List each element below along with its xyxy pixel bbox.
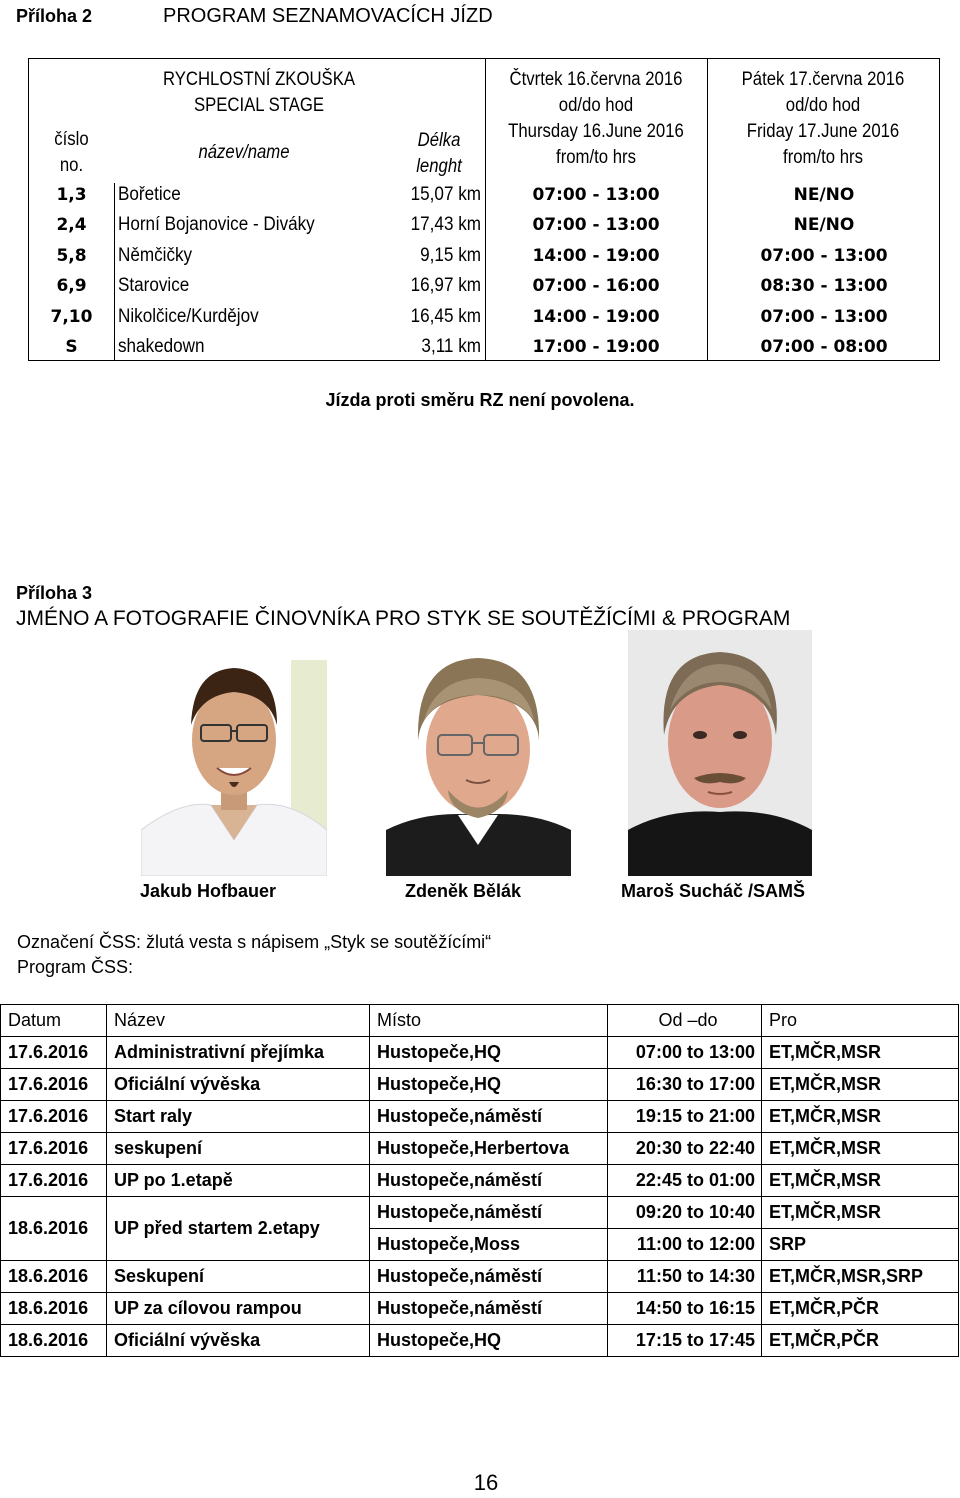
stage-name: Nikolčice/Kurdějov	[118, 306, 259, 327]
header-name: Název	[107, 1005, 370, 1037]
stage-friday-time: NE/NO	[793, 215, 855, 235]
row-place: Hustopeče,náměstí	[370, 1197, 608, 1229]
stage-length: 9,15 km	[420, 245, 481, 266]
stage-length: 16,45 km	[410, 306, 481, 327]
stage-no: 5,8	[56, 246, 87, 266]
header-for: Pro	[762, 1005, 959, 1037]
table-row	[1, 1261, 959, 1293]
appendix-3-label: Příloha 3	[16, 583, 93, 603]
stage-no: S	[65, 337, 78, 357]
row-time: 11:00 to 12:00	[608, 1229, 762, 1261]
table-row	[1, 1165, 959, 1197]
row-for: ET,MČR,MSR	[762, 1133, 959, 1165]
row-date: 17.6.2016	[1, 1101, 107, 1133]
row-date: 18.6.2016	[1, 1325, 107, 1357]
stage-friday-time: NE/NO	[793, 185, 855, 205]
row-date: 18.6.2016	[1, 1261, 107, 1293]
appendix-3-title: JMÉNO A FOTOGRAFIE ČINOVNÍKA PRO STYK SE SOUTĚŽÍCÍMI & PROGRAM	[16, 607, 791, 630]
row-name: Seskupení	[107, 1261, 370, 1293]
row-time: 07:00 to 13:00	[608, 1037, 762, 1069]
header-thursday-en: Thursday 16.June 2016	[508, 121, 684, 142]
header-no-en: no.	[59, 155, 84, 176]
row-for: ET,MČR,PČR	[762, 1325, 959, 1357]
header-length-en: lenght	[416, 156, 462, 177]
appendix-2-title: PROGRAM SEZNAMOVACÍCH JÍZD	[163, 5, 493, 27]
row-time: 20:30 to 22:40	[608, 1133, 762, 1165]
row-name: seskupení	[107, 1133, 370, 1165]
header-stage-cz: RYCHLOSTNÍ ZKOUŠKA	[162, 69, 356, 90]
stage-row	[29, 271, 939, 301]
row-for: ET,MČR,MSR	[762, 1165, 959, 1197]
table-row	[1, 1325, 959, 1357]
header-no-cz: číslo	[54, 129, 89, 150]
table-row	[1, 1293, 959, 1325]
row-time: 19:15 to 21:00	[608, 1101, 762, 1133]
official-photo	[141, 640, 327, 876]
table-row	[1, 1133, 959, 1165]
header-thursday-en-unit: from/to hrs	[556, 147, 636, 168]
official-name: Jakub Hofbauer	[140, 881, 277, 901]
row-for: ET,MČR,MSR	[762, 1037, 959, 1069]
row-name: UP po 1.etapě	[107, 1165, 370, 1197]
header-friday-en-unit: from/to hrs	[783, 147, 863, 168]
header-thursday-cz-unit: od/do hod	[558, 95, 634, 116]
row-name: UP za cílovou rampou	[107, 1293, 370, 1325]
stage-row	[29, 332, 939, 362]
stage-row	[29, 241, 939, 271]
stage-row	[29, 302, 939, 332]
row-place: Hustopeče,HQ	[370, 1037, 608, 1069]
row-place: Hustopeče,HQ	[370, 1069, 608, 1101]
row-name: Start raly	[107, 1101, 370, 1133]
stage-friday-time: 07:00 - 13:00	[760, 246, 888, 266]
row-date: 18.6.2016	[1, 1293, 107, 1325]
official-photo	[628, 630, 812, 876]
stage-name: Němčičky	[118, 245, 193, 266]
header-date: Datum	[1, 1005, 107, 1037]
row-place: Hustopeče,náměstí	[370, 1101, 608, 1133]
table-row	[1, 1197, 959, 1229]
stage-friday-time: 08:30 - 13:00	[760, 276, 888, 296]
stage-friday-time: 07:00 - 13:00	[760, 307, 888, 327]
stage-length: 16,97 km	[410, 275, 481, 296]
program-header-row	[1, 1005, 959, 1037]
stage-row	[29, 210, 939, 240]
row-place: Hustopeče,náměstí	[370, 1293, 608, 1325]
appendix-2-label: Příloha 2	[16, 6, 93, 26]
stage-no: 6,9	[56, 276, 87, 296]
row-place: Hustopeče,náměstí	[370, 1261, 608, 1293]
row-name: UP před startem 2.etapy	[107, 1197, 370, 1261]
official-photo	[386, 640, 571, 876]
stage-table	[28, 58, 940, 361]
stage-no: 7,10	[50, 307, 93, 327]
header-stage-en: SPECIAL STAGE	[193, 95, 325, 116]
stage-no: 2,4	[56, 215, 87, 235]
header-length-cz: Délka	[417, 130, 461, 151]
row-date: 17.6.2016	[1, 1037, 107, 1069]
row-place: Hustopeče,Moss	[370, 1229, 608, 1261]
stage-name: Starovice	[118, 275, 190, 296]
header-name: název/name	[198, 142, 290, 163]
table-row	[1, 1101, 959, 1133]
stage-thursday-time: 14:00 - 19:00	[532, 246, 660, 266]
program-label: Program ČSS:	[17, 957, 134, 977]
stage-thursday-time: 14:00 - 19:00	[532, 307, 660, 327]
row-name: Oficiální vývěska	[107, 1069, 370, 1101]
designation-text: Označení ČSS: žlutá vesta s nápisem „Styk se soutěžícími“	[17, 932, 492, 952]
header-time: Od –do	[608, 1005, 762, 1037]
stage-length: 3,11 km	[421, 336, 481, 357]
header-friday-cz: Pátek 17.června 2016	[741, 69, 905, 90]
row-date: 17.6.2016	[1, 1069, 107, 1101]
row-place: Hustopeče,Herbertova	[370, 1133, 608, 1165]
header-place: Místo	[370, 1005, 608, 1037]
header-thursday-cz: Čtvrtek 16.června 2016	[509, 69, 683, 90]
header-friday-en: Friday 17.June 2016	[746, 121, 900, 142]
no-reverse-driving-note: Jízda proti směru RZ není povolena.	[325, 390, 635, 410]
stage-thursday-time: 17:00 - 19:00	[532, 337, 660, 357]
stage-thursday-time: 07:00 - 16:00	[532, 276, 660, 296]
stage-length: 15,07 km	[410, 184, 481, 205]
row-date: 18.6.2016	[1, 1197, 107, 1261]
header-friday-cz-unit: od/do hod	[785, 95, 861, 116]
official-name: Zdeněk Bělák	[405, 881, 522, 901]
row-time: 16:30 to 17:00	[608, 1069, 762, 1101]
row-place: Hustopeče,HQ	[370, 1325, 608, 1357]
row-name: Oficiální vývěska	[107, 1325, 370, 1357]
row-for: ET,MČR,MSR	[762, 1069, 959, 1101]
stage-friday-time: 07:00 - 08:00	[760, 337, 888, 357]
stage-length: 17,43 km	[410, 214, 481, 235]
row-time: 11:50 to 14:30	[608, 1261, 762, 1293]
row-date: 17.6.2016	[1, 1165, 107, 1197]
table-row	[1, 1037, 959, 1069]
row-time: 22:45 to 01:00	[608, 1165, 762, 1197]
stage-thursday-time: 07:00 - 13:00	[532, 185, 660, 205]
row-time: 09:20 to 10:40	[608, 1197, 762, 1229]
row-for: ET,MČR,MSR	[762, 1197, 959, 1229]
row-for: ET,MČR,MSR,SRP	[762, 1261, 959, 1293]
row-place: Hustopeče,náměstí	[370, 1165, 608, 1197]
stage-thursday-time: 07:00 - 13:00	[532, 215, 660, 235]
row-time: 14:50 to 16:15	[608, 1293, 762, 1325]
program-table	[0, 1004, 959, 1357]
row-date: 17.6.2016	[1, 1133, 107, 1165]
row-time: 17:15 to 17:45	[608, 1325, 762, 1357]
row-name: Administrativní přejímka	[107, 1037, 370, 1069]
row-for: ET,MČR,MSR	[762, 1101, 959, 1133]
stage-name: Horní Bojanovice - Diváky	[118, 214, 315, 235]
page-number: 16	[473, 1470, 499, 1495]
row-for: SRP	[762, 1229, 959, 1261]
stage-name: Bořetice	[118, 184, 181, 205]
row-for: ET,MČR,PČR	[762, 1293, 959, 1325]
stage-row	[29, 180, 939, 210]
stage-no: 1,3	[56, 185, 87, 205]
official-name: Maroš Sucháč /SAMŠ	[621, 881, 806, 901]
table-row	[1, 1069, 959, 1101]
stage-name: shakedown	[118, 336, 205, 357]
